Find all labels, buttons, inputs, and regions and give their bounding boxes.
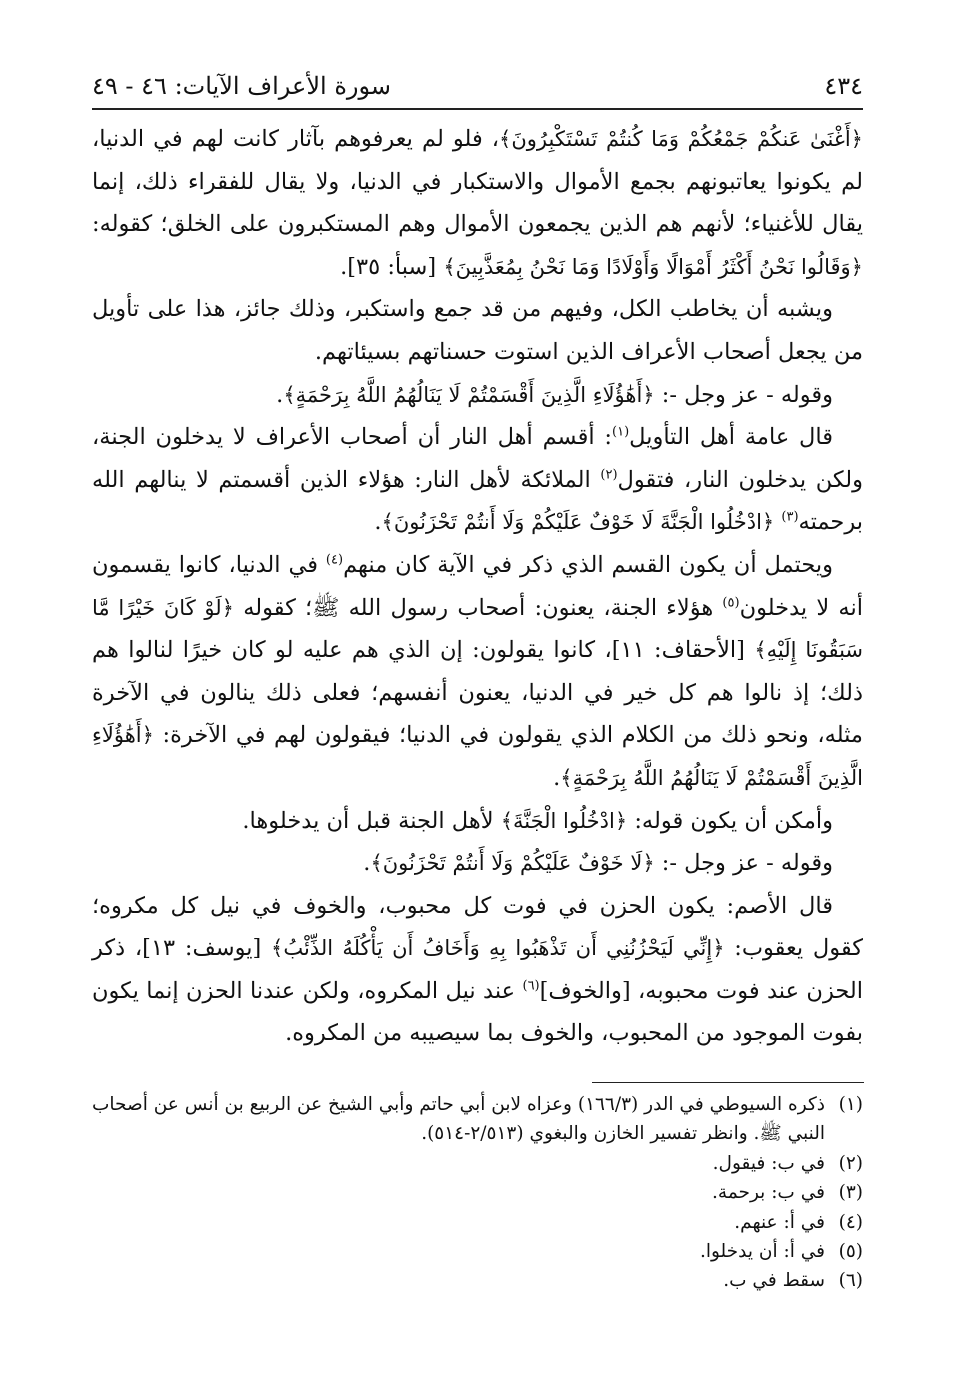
footnote-text: في ب: فيقول. <box>712 1152 825 1174</box>
text-segment: . <box>374 509 382 536</box>
footnote-number: (٤) <box>838 1211 863 1233</box>
footnote-number: (٦) <box>838 1270 863 1292</box>
footnote-ref: (٢) <box>600 467 618 483</box>
footnote-number: (٥) <box>838 1241 863 1263</box>
paragraph <box>92 800 863 843</box>
quran-verse: ﴿أَهَٰؤُلَاءِ الَّذِينَ أَقْسَمْتُمْ لَا يَنَالُهُمُ اللَّهُ بِرَحْمَةٍ﴾ <box>283 382 655 407</box>
text-segment: الملائكة لأهل النار: هؤلاء الذين أقسمتم لا ينالهم الله برحمته <box>92 466 863 536</box>
text-segment: عند نيل المكروه، ولكن عندنا الحزن إنما يكون بفوت الموجود من المحبوب، والخوف بما سيصيبه من المكروه. <box>92 977 863 1047</box>
footnote <box>92 1266 863 1295</box>
page-header <box>92 62 863 102</box>
text-segment: : أقسم أهل النار أن أصحاب الأعراف لا يدخلون الجنة، ولكن يدخلون النار، فتقول <box>92 424 863 493</box>
text-segment: قال عامة أهل التأويل <box>629 424 834 451</box>
page-number: ٤٣٤ <box>824 72 863 100</box>
text-segment: وأمكن أن يكون قوله: <box>627 807 833 834</box>
footnote-text: في ب: برحمة. <box>712 1182 825 1204</box>
footnote-number: (٣) <box>838 1182 863 1204</box>
footnote-ref: (٤) <box>325 552 344 568</box>
footnote <box>92 1178 863 1207</box>
paragraph <box>92 885 863 1055</box>
text-segment: لأهل الجنة قبل أن يدخلوها. <box>242 807 501 834</box>
footnote <box>92 1149 863 1178</box>
quran-verse: ﴿أَغْنَىٰ عَنكُمْ جَمْعُكُمْ وَمَا كُنتُمْ تَسْتَكْبِرُونَ﴾ <box>499 127 863 151</box>
text-segment: [الأحقاف: ١١]، كانوا يقولون: إن الذي هم عليه لو كان خيرًا لنالوا هم ذلك؛ إذ نالوا هم كل خير في الدنيا، يعنون أنفسهم؛ فعلى ذلك ينالون في الآخرة مثله، ونحو ذلك من الكلام الذي يقولون في الدنيا؛ فيقولون لهم في الآخرة: <box>92 637 863 749</box>
footnote-text: في أ: أن يدخلوا. <box>699 1241 825 1263</box>
footnote-number: (٢) <box>838 1152 863 1174</box>
footnote-ref: (٥) <box>722 595 740 611</box>
text-segment: هؤلاء الجنة، يعنون: أصحاب رسول الله ﷺ؛ كقوله <box>233 594 723 621</box>
paragraph <box>92 544 863 800</box>
footnote-number: (١) <box>838 1094 863 1115</box>
footnote-text: سقط في ب. <box>723 1270 825 1292</box>
quran-verse: ﴿ادْخُلُوا الْجَنَّةَ﴾ <box>500 808 628 833</box>
text-segment: ويحتمل أن يكون القسم الذي ذكر في الآية كان منهم <box>343 551 833 578</box>
quran-verse: ﴿ادْخُلُوا الْجَنَّةَ لَا خَوْفٌ عَلَيْكُمْ وَلَا أَنتُمْ تَحْزَنُونَ﴾ <box>381 510 775 535</box>
quran-verse: ﴿لَا خَوْفٌ عَلَيْكُمْ وَلَا أَنتُمْ تَحْزَنُونَ﴾ <box>370 851 655 876</box>
chapter-title: سورة الأعراف الآيات: ٤٦ - ٤٩ <box>92 72 391 100</box>
footnote-ref: (٣) <box>781 509 799 525</box>
quran-verse: ﴿إِنِّي لَيَحْزُنُنِي أَن تَذْهَبُوا بِهِ وَأَخَافُ أَن يَأْكُلَهُ الذِّئْبُ﴾ <box>271 936 725 961</box>
text-segment: ويشبه أن يخاطب الكل، وفيهم من قد جمع واستكبر، وذلك جائز، هذا على تأويل من يجعل أصحاب الأعراف الذين استوت حسناتهم بسيئاتهم. <box>92 296 863 365</box>
footnotes <box>92 1090 863 1296</box>
quran-verse: ﴿أَهَٰؤُلَاءِ الَّذِينَ أَقْسَمْتُمْ لَا يَنَالُهُمُ اللَّهُ بِرَحْمَةٍ﴾ <box>92 723 863 790</box>
text-segment: وقوله - عز وجل -: <box>654 381 833 408</box>
text-segment: ، فلو لم يعرفوهم بآثار كانت لهم في الدنيا، لم يكونوا يعاتبونهم بجمع الأموال والاستكبار في الدنيا، ولا يقال للفقراء ذلك، إنما يقال للأغنياء؛ لأنهم هم الذين يجمعون الأموال وهم المستكبرون على الخلق؛ كقوله: <box>92 126 863 238</box>
main-text <box>92 118 863 1055</box>
footnote-ref: (٦) <box>522 978 540 994</box>
footnote-divider <box>592 1082 864 1083</box>
text-segment: . <box>363 850 371 877</box>
paragraph <box>92 842 863 885</box>
paragraph <box>92 118 863 288</box>
quran-verse: ﴿وَقَالُوا نَحْنُ أَكْثَرُ أَمْوَالًا وَأَوْلَادًا وَمَا نَحْنُ بِمُعَذَّبِينَ﴾ <box>443 254 863 279</box>
paragraph <box>92 288 863 373</box>
text-segment: في الدنيا، كانوا يقسمون أنه لا يدخلون <box>92 551 863 621</box>
text-segment: . <box>553 764 561 791</box>
text-segment: قال الأصم: يكون الحزن في فوت كل محبوب، والخوف في نيل كل مكروه؛ كقول يعقوب: <box>92 892 863 962</box>
paragraph <box>92 374 863 417</box>
quran-verse: ﴿لَوْ كَانَ خَيْرًا مَّا سَبَقُونَا إِلَيْهِ﴾ <box>92 595 863 663</box>
text-segment: . <box>276 381 284 408</box>
footnote <box>92 1208 863 1237</box>
header-divider <box>92 108 863 110</box>
footnote <box>92 1237 863 1266</box>
footnote-text: ذكره السيوطي في الدر (١٦٦/٣) وعزاه لابن أبي حاتم وأبي الشيخ عن الربيع بن أنس عن أصحاب النبي ﷺ. وانظر تفسير الخازن والبغوي (٢/٥١٣-٥١٤). <box>92 1094 825 1145</box>
paragraph <box>92 416 863 544</box>
footnote-text: في أ: عنهم. <box>734 1211 825 1233</box>
text-segment: وقوله - عز وجل -: <box>654 850 833 877</box>
footnote-ref: (١) <box>612 424 630 440</box>
footnote <box>92 1090 863 1149</box>
text-segment: [يوسف: ١٣]، ذكر الحزن عند فوت محبوبه، [والخوف] <box>92 935 864 1004</box>
text-segment: [سبأ: ٣٥]. <box>340 253 444 280</box>
